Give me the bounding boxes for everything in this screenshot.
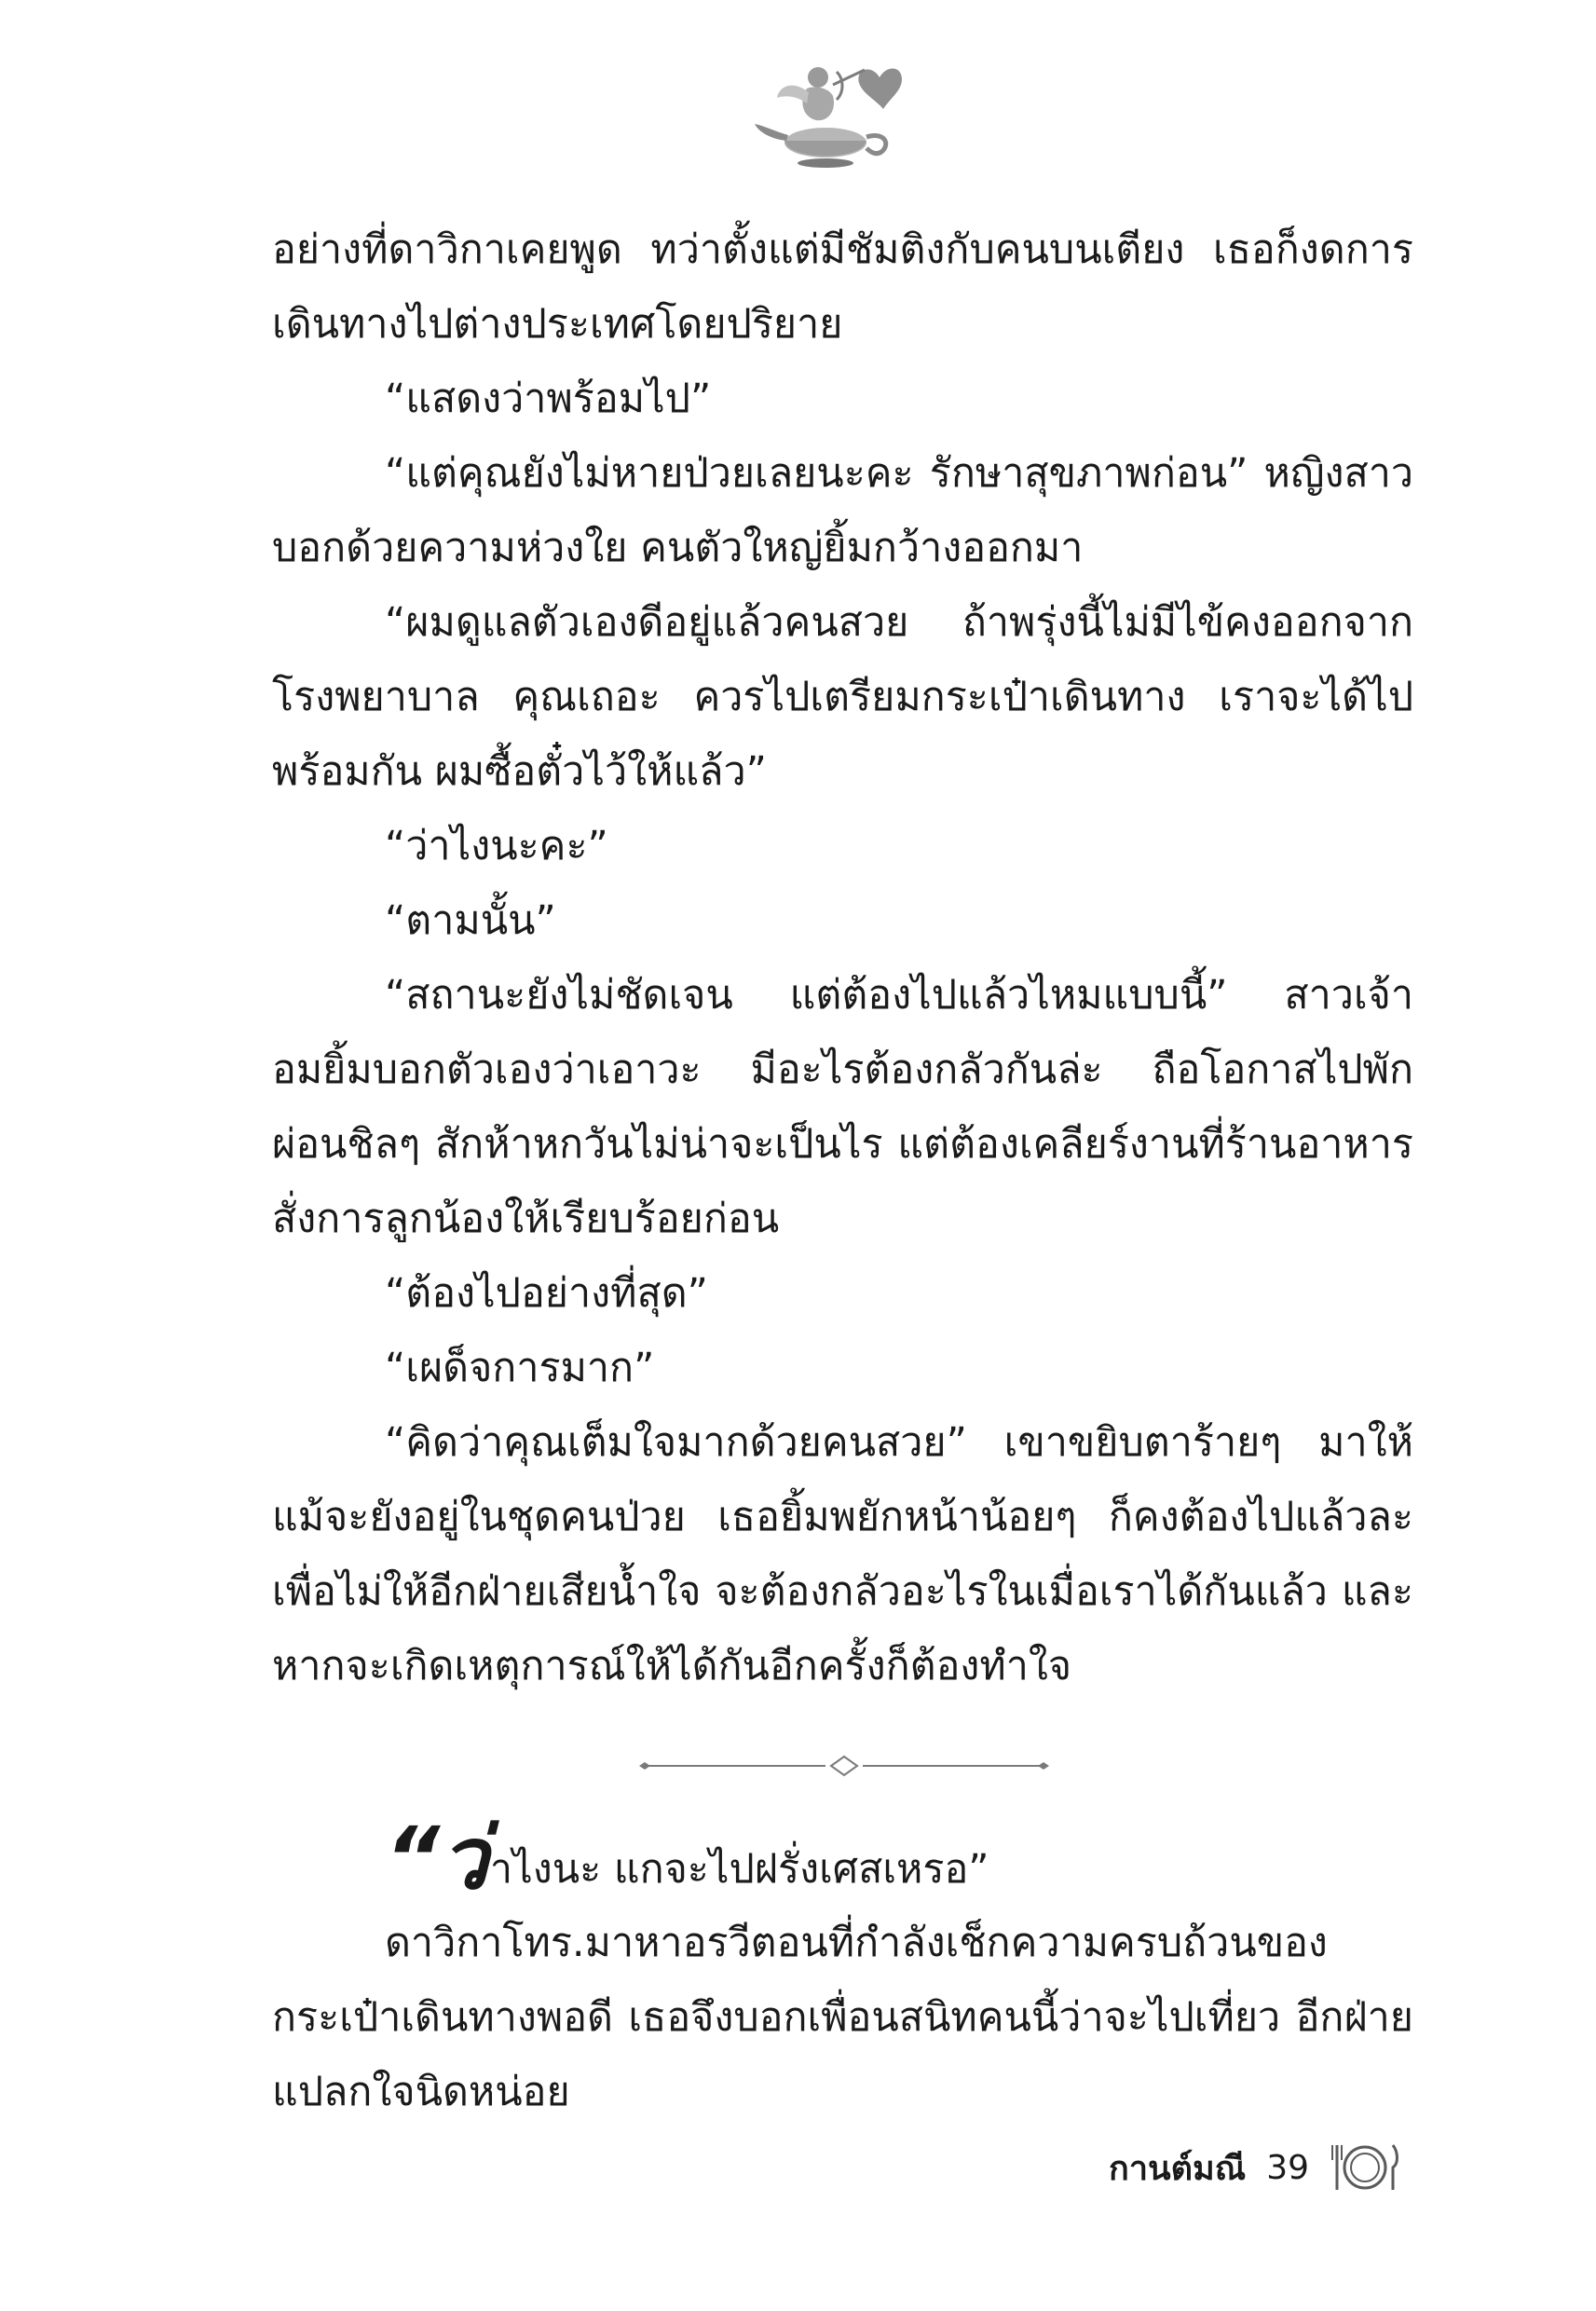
page-footer (1109, 2140, 1400, 2195)
section-body-text (272, 1906, 1413, 2129)
paragraph: “คิดว่าคุณเต็มใจมากด้วยคนสวย” เขาขยิบตาร้ายๆ มาให้แม้จะยังอยู่ในชุดคนป่วย เธอยิ้มพยักหน้าน้อยๆ ก็คงต้องไปแล้วละ เพื่อไม่ให้อีกฝ่ายเสียน้ำใจ จะต้องกลัวอะไรในเมื่อเราได้กันแล้ว และหากจะเกิดเหตุการณ์ให้ได้กันอีกครั้งก็ต้องทำใจ (272, 1419, 1413, 1689)
paragraph: อย่างที่ดาวิกาเคยพูด ทว่าตั้งแต่มีชัมติงกับคนบนเตียง เธอก็งดการเดินทางไปต่างประเทศโดยปริยาย (272, 226, 1413, 348)
diamond-line-divider-icon (639, 1752, 1049, 1780)
page-number: 39 (1266, 2148, 1309, 2187)
paragraph: “ว่าไงนะคะ” (385, 823, 608, 869)
paragraph: “ต้องไปอย่างที่สุด” (385, 1270, 708, 1317)
paragraph: “ตามนั้น” (385, 897, 556, 944)
section-opening-line (385, 1809, 989, 1908)
paragraph: ดาวิกาโทร.มาหาอรวีตอนที่กำลังเช็กความครบถ้วนของกระเป๋าเดินทางพอดี เธอจึงบอกเพื่อนสนิทคนนี้ว่าจะไปเที่ยว อีกฝ่ายแปลกใจนิดหน่อย (272, 1920, 1413, 2115)
drop-cap: “ว่ (385, 1809, 488, 1908)
book-title: กานต์มณี (1109, 2149, 1247, 2188)
paragraph: “สถานะยังไม่ชัดเจน แต่ต้องไปแล้วไหมแบบนี้” สาวเจ้าอมยิ้มบอกตัวเองว่าเอาวะ มีอะไรต้องกลัวกันล่ะ ถือโอกาสไปพักผ่อนชิลๆ สักห้าหกวันไม่น่าจะเป็นไร แต่ต้องเคลียร์งานที่ร้านอาหาร สั่งการลูกน้องให้เรียบร้อยก่อน (272, 972, 1413, 1242)
plate-fork-knife-icon (1330, 2140, 1400, 2195)
paragraph: “เผด็จการมาก” (385, 1345, 655, 1391)
body-text (272, 212, 1413, 1703)
paragraph: “ผมดูแลตัวเองดีอยู่แล้วคนสวย ถ้าพรุ่งนี้ไม่มีไข้คงออกจากโรงพยาบาล คุณเถอะ ควรไปเตรียมกระเป๋าเดินทาง เราจะได้ไปพร้อมกัน ผมซื้อตั๋วไว้ให้แล้ว” (272, 599, 1413, 795)
opening-line-text: าไงนะ แกจะไปฝรั่งเศสเหรอ” (489, 1846, 989, 1893)
paragraph: “แสดงว่าพร้อมไป” (385, 376, 712, 422)
cupid-teapot-ornament-icon (751, 51, 909, 172)
paragraph: “แต่คุณยังไม่หายป่วยเลยนะคะ รักษาสุขภาพก่อน” หญิงสาวบอกด้วยความห่วงใย คนตัวใหญ่ยิ้มกว้างออกมา (272, 450, 1413, 571)
